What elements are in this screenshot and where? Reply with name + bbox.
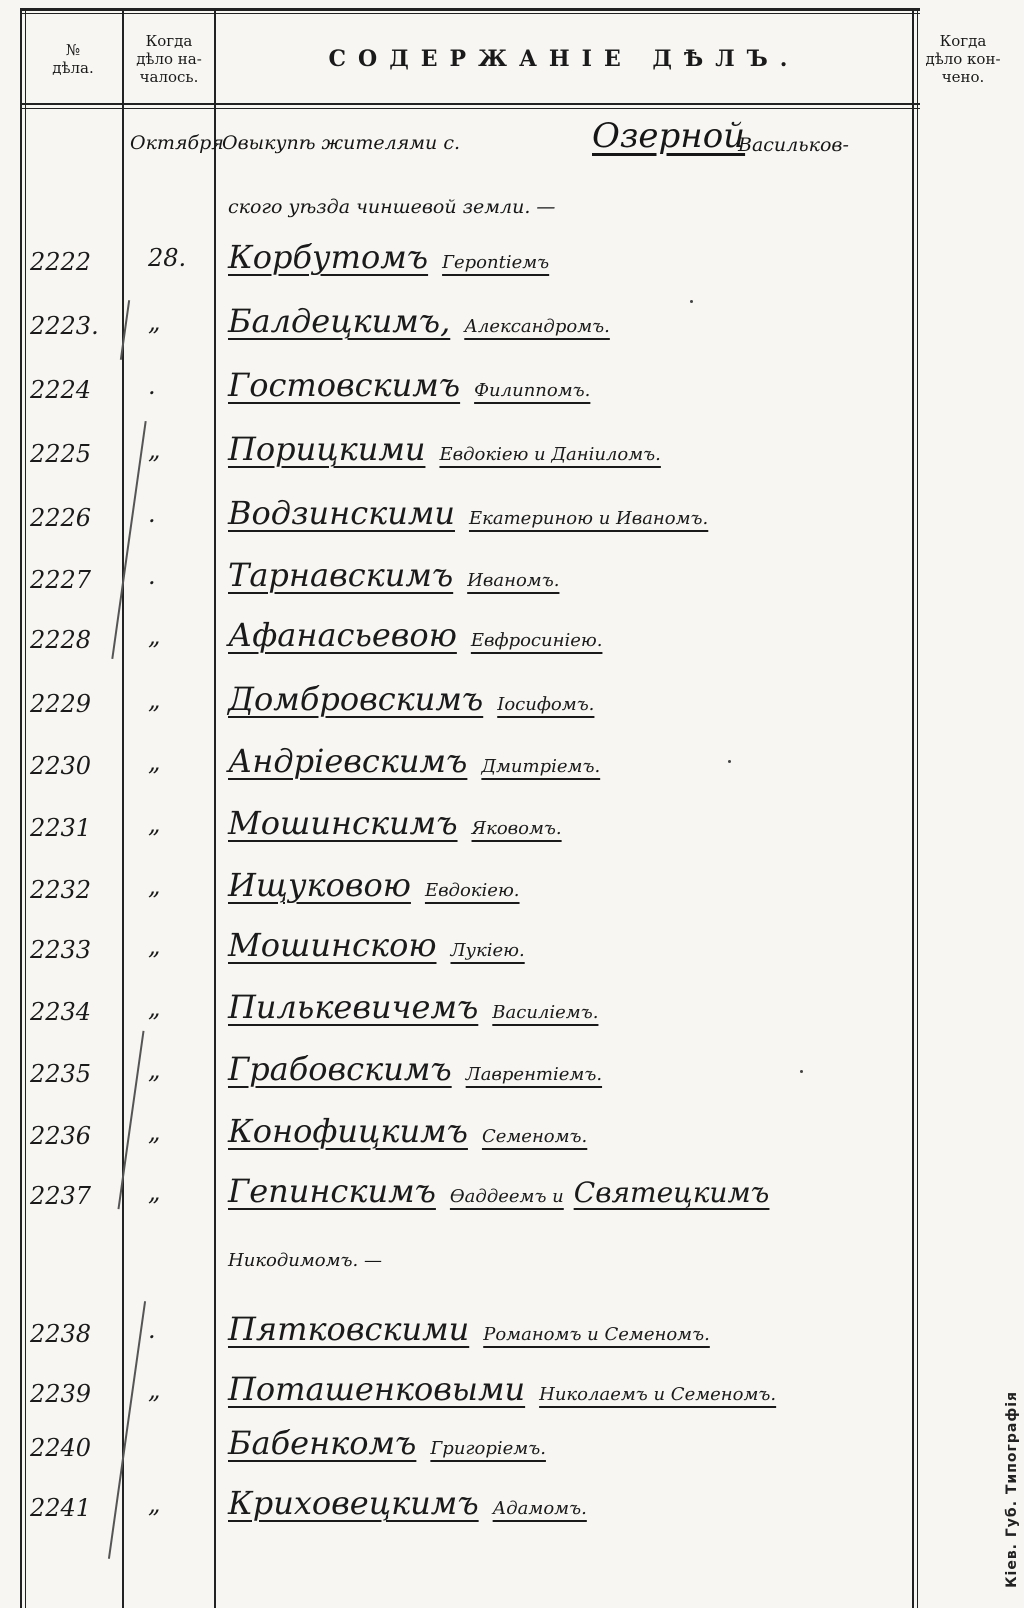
case-number: 2238 <box>30 1320 92 1348</box>
case-number: 2225 <box>30 440 92 468</box>
entry-content <box>228 804 562 842</box>
surname: Мошинскимъ <box>228 804 458 842</box>
surname: Андріевскимъ <box>228 742 468 780</box>
table-row <box>0 430 1024 490</box>
surname: Тарнавскимъ <box>228 556 454 594</box>
entry-content <box>228 302 610 340</box>
given-name: Евфросиніею. <box>470 630 603 651</box>
given-name: Іосифомъ. <box>497 694 595 715</box>
table-row <box>0 366 1024 426</box>
second-surname: Святецкимъ <box>573 1176 770 1209</box>
given-name: Филиппомъ. <box>474 380 591 401</box>
table-row <box>0 680 1024 740</box>
given-name: Лаврентіемъ. <box>465 1064 603 1085</box>
intro-village: Озерной <box>592 116 746 156</box>
entry-content <box>228 680 594 718</box>
table-row <box>0 804 1024 864</box>
entry-content <box>228 1112 587 1150</box>
surname: Бабенкомъ <box>228 1424 417 1462</box>
surname: Конофицкимъ <box>228 1112 468 1150</box>
continuation-line: Никодимомъ. — <box>228 1250 383 1271</box>
table-row <box>0 1310 1024 1370</box>
case-number: 2230 <box>30 752 92 780</box>
entry-content <box>228 616 602 654</box>
given-name: Семеномъ. <box>481 1126 588 1147</box>
table-row <box>0 988 1024 1048</box>
start-date-mark: „ <box>148 308 161 336</box>
start-date-mark: „ <box>148 436 161 464</box>
given-name: Иваномъ. <box>467 570 560 591</box>
surname: Грабовскимъ <box>228 1050 452 1088</box>
start-date-mark: „ <box>148 932 161 960</box>
start-date-mark: „ <box>148 686 161 714</box>
given-name: Герontiемъ <box>442 252 550 273</box>
surname: Криховецкимъ <box>228 1484 479 1522</box>
entry-content <box>228 866 520 904</box>
start-date-mark: „ <box>148 872 161 900</box>
top-rule <box>20 8 920 11</box>
header-end-line1: Когда <box>939 32 987 50</box>
surname: Гостовскимъ <box>228 366 461 404</box>
header-end-line2: дѣло кон- <box>925 50 1001 68</box>
given-name: Николаемъ и Семеномъ. <box>539 1384 777 1405</box>
intro-line2: ского уѣзда чиншевой земли. — <box>228 196 556 218</box>
table-row <box>0 494 1024 554</box>
given-name: Яковомъ. <box>471 818 562 839</box>
given-name: Екатериною и Иваномъ. <box>468 508 709 529</box>
header-contents: СОДЕРЖАНІЕ ДѢЛЪ. <box>328 46 800 72</box>
table-row <box>0 742 1024 802</box>
header-start-line2: дѣло на- <box>136 50 202 68</box>
table-row <box>0 1370 1024 1430</box>
case-number: 2224 <box>30 376 92 404</box>
case-number: 2235 <box>30 1060 92 1088</box>
case-number: 2222 <box>30 248 92 276</box>
intro-text-before: Овыкупѣ жителями с. <box>222 132 461 154</box>
case-number: 2228 <box>30 626 92 654</box>
surname: Водзинскими <box>228 494 455 532</box>
given-name: Евдокіею. <box>424 880 520 901</box>
entry-content <box>228 926 525 964</box>
ink-speck <box>690 300 693 303</box>
start-date-mark: „ <box>148 1056 161 1084</box>
case-number: 2234 <box>30 998 92 1026</box>
given-name: Романомъ и Семеномъ. <box>483 1324 710 1345</box>
start-date-mark: „ <box>148 1490 161 1518</box>
surname: Порицкими <box>228 430 426 468</box>
table-row <box>0 926 1024 986</box>
start-date-mark: . <box>148 500 156 528</box>
case-number: 2237 <box>30 1182 92 1210</box>
start-date-mark: „ <box>148 810 161 838</box>
start-date-mark: 28. <box>148 244 187 272</box>
start-date-mark: „ <box>148 1376 161 1404</box>
entry-content <box>228 556 559 594</box>
given-name: Александромъ. <box>464 316 610 337</box>
header-num-label: дѣла. <box>52 59 94 77</box>
entry-content <box>228 1172 769 1210</box>
case-number: 2233 <box>30 936 92 964</box>
table-row <box>0 866 1024 926</box>
table-row <box>0 1424 1024 1484</box>
entry-content <box>228 1424 546 1462</box>
given-name: Адамомъ. <box>492 1498 587 1519</box>
case-number: 2240 <box>30 1434 92 1462</box>
given-name: Өаддеемъ и <box>449 1186 564 1207</box>
surname: Ищуковою <box>228 866 411 904</box>
header-num-symbol: № <box>65 41 81 59</box>
table-row <box>0 238 1024 298</box>
given-name: Василіемъ. <box>492 1002 599 1023</box>
entry-content <box>228 494 708 532</box>
surname: Мошинскою <box>228 926 437 964</box>
header-case-number <box>24 16 122 102</box>
entry-content <box>228 366 590 404</box>
intro-month: Октября <box>130 132 224 154</box>
entry-content <box>228 988 598 1026</box>
start-date-mark: „ <box>148 994 161 1022</box>
table-row <box>0 556 1024 616</box>
table-row <box>0 1172 1024 1232</box>
header-start-line3: чалось. <box>139 68 199 86</box>
start-date-mark: „ <box>148 1178 161 1206</box>
intro-text-after: Васильков- <box>738 134 849 156</box>
case-number: 2241 <box>30 1494 92 1522</box>
surname: Гепинскимъ <box>228 1172 436 1210</box>
given-name: Евдокіею и Даніиломъ. <box>439 444 661 465</box>
table-row <box>0 616 1024 676</box>
surname: Поташенковыми <box>228 1370 526 1408</box>
header-end-date <box>914 16 1012 102</box>
surname: Пилькевичемъ <box>228 988 479 1026</box>
entry-content <box>228 238 549 276</box>
start-date-mark: . <box>148 562 156 590</box>
start-date-mark: „ <box>148 748 161 776</box>
ink-speck <box>728 760 731 763</box>
start-date-mark: „ <box>148 1118 161 1146</box>
surname: Афанасьевою <box>228 616 457 654</box>
entry-content <box>228 1370 776 1408</box>
entry-content <box>228 1310 710 1348</box>
entry-content <box>228 1484 587 1522</box>
given-name: Григоріемъ. <box>430 1438 546 1459</box>
surname: Корбутомъ <box>228 238 429 276</box>
case-number: 2231 <box>30 814 92 842</box>
top-rule-thin <box>20 13 920 14</box>
surname: Пятковскими <box>228 1310 470 1348</box>
header-end-line3: чено. <box>941 68 985 86</box>
header-start-line1: Когда <box>145 32 193 50</box>
given-name: Дмитріемъ. <box>481 756 601 777</box>
start-date-mark: „ <box>148 622 161 650</box>
table-row <box>0 302 1024 362</box>
surname: Балдецкимъ, <box>228 302 451 340</box>
table-row <box>0 1484 1024 1544</box>
case-number: 2227 <box>30 566 92 594</box>
case-number: 2229 <box>30 690 92 718</box>
entry-content <box>228 1050 602 1088</box>
header-rule <box>20 103 920 105</box>
case-number: 2236 <box>30 1122 92 1150</box>
case-number: 2239 <box>30 1380 92 1408</box>
entry-content <box>228 742 600 780</box>
case-number: 2223. <box>30 312 99 340</box>
header-start-date <box>124 16 214 102</box>
table-row <box>0 1112 1024 1172</box>
surname: Домбровскимъ <box>228 680 484 718</box>
given-name: Лукіею. <box>450 940 525 961</box>
start-date-mark: . <box>148 1316 156 1344</box>
entry-content <box>228 430 661 468</box>
ink-speck <box>800 1070 803 1073</box>
header-rule-thin <box>20 108 920 109</box>
case-number: 2232 <box>30 876 92 904</box>
case-number: 2226 <box>30 504 92 532</box>
start-date-mark: . <box>148 372 156 400</box>
printer-stamp: Кіев. Губ. Типографія <box>1004 1391 1020 1588</box>
table-row <box>0 1050 1024 1110</box>
